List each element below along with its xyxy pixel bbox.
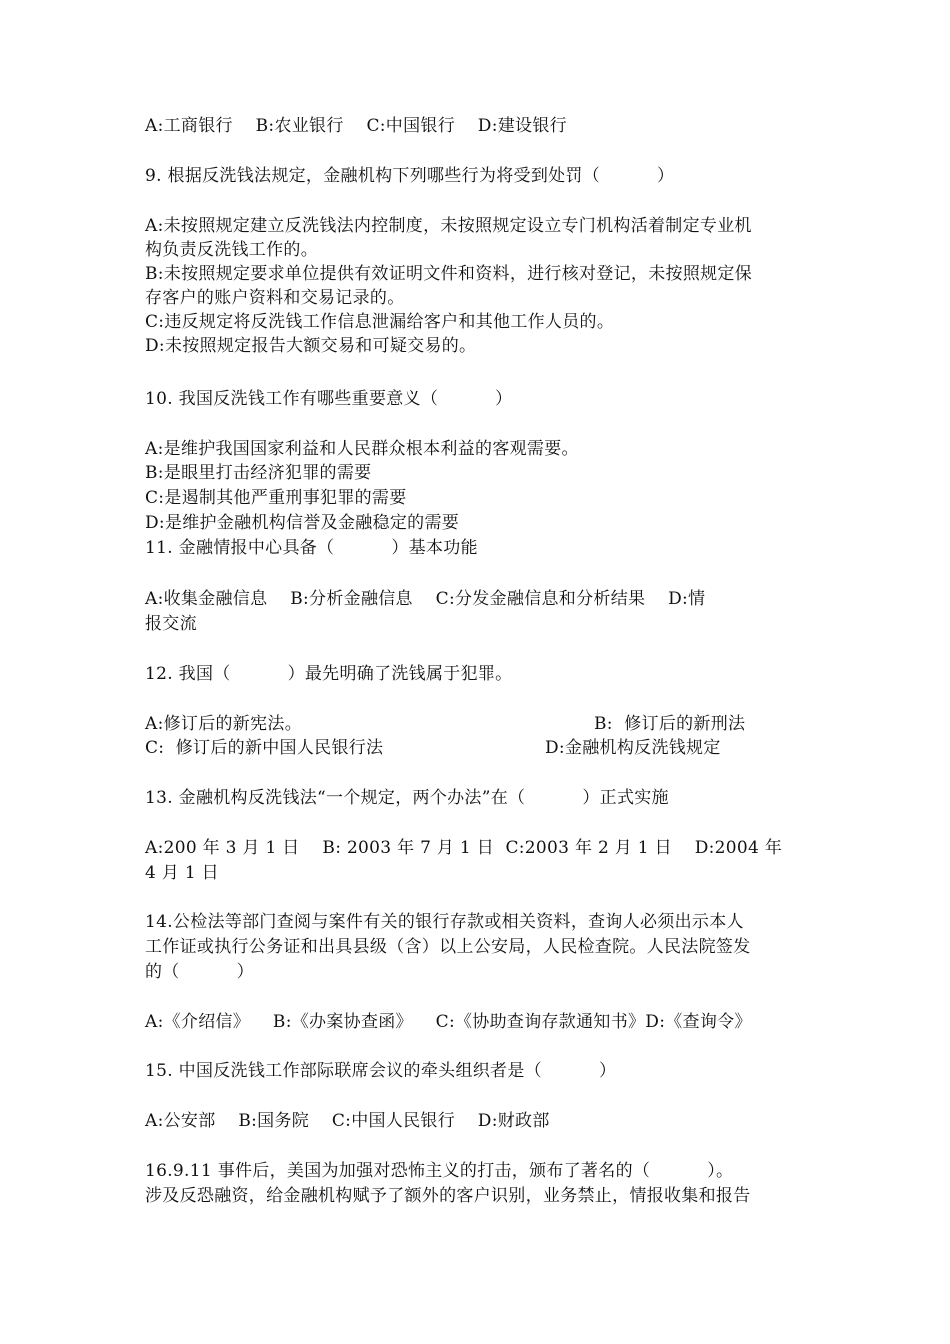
q14-options: A:《介绍信》 B:《办案协查函》 C:《协助查询存款通知书》D:《查询令》 [145, 1012, 752, 1032]
q9-option-a-line2: 构负责反洗钱工作的。 [145, 240, 318, 260]
q10-option-d: D:是维护金融机构信誉及金融稳定的需要 [145, 513, 460, 533]
q9-option-a-line1: A:未按照规定建立反洗钱法内控制度，未按照规定设立专门机构活着制定专业机 [145, 216, 752, 236]
q12-option-d: D:金融机构反洗钱规定 [545, 738, 721, 758]
q9-option-b-line1: B:未按照规定要求单位提供有效证明文件和资料，进行核对登记，未按照规定保 [145, 264, 753, 284]
q12-option-a: A:修订后的新宪法。 [145, 714, 303, 734]
q9-option-d: D:未按照规定报告大额交易和可疑交易的。 [145, 336, 477, 356]
q14-question-line2: 工作证或执行公务证和出具县级（含）以上公安局，人民检查院。人民法院签发 [145, 937, 751, 957]
q8-options: A:工商银行 B:农业银行 C:中国银行 D:建设银行 [145, 116, 567, 136]
q10-question: 10. 我国反洗钱工作有哪些重要意义（ ） [145, 389, 513, 409]
q10-option-b: B:是眼里打击经济犯罪的需要 [145, 463, 372, 483]
q11-question: 11. 金融情报中心具备（ ）基本功能 [145, 538, 478, 558]
q11-options-line1: A:收集金融信息 B:分析金融信息 C:分发金融信息和分析结果 D:情 [145, 589, 706, 609]
q12-option-c: C: 修订后的新中国人民银行法 [145, 738, 384, 758]
q12-question: 12. 我国（ ）最先明确了洗钱属于犯罪。 [145, 664, 513, 684]
q15-question: 15. 中国反洗钱工作部际联席会议的牵头组织者是（ ） [145, 1061, 617, 1081]
q10-option-a: A:是维护我国国家利益和人民群众根本利益的客观需要。 [145, 439, 579, 459]
q13-question: 13. 金融机构反洗钱法“一个规定，两个办法”在（ ）正式实施 [145, 788, 669, 808]
q13-options-line2: 4 月 1 日 [145, 863, 219, 883]
q9-option-c: C:违反规定将反洗钱工作信息泄漏给客户和其他工作人员的。 [145, 312, 615, 332]
q12-option-b: B: 修订后的新刑法 [594, 714, 746, 734]
q10-option-c: C:是遏制其他严重刑事犯罪的需要 [145, 488, 407, 508]
q9-option-b-line2: 存客户的账户资料和交易记录的。 [145, 288, 405, 308]
q16-question-line2: 涉及反恐融资，给金融机构赋予了额外的客户识别，业务禁止，情报收集和报告 [145, 1186, 751, 1206]
q13-options-line1: A:200 年 3 月 1 日 B: 2003 年 7 月 1 日 C:2003 年 2 月 1 日 D:2004 年 [145, 838, 783, 858]
q14-question-line3: 的（ ） [145, 962, 254, 982]
q14-question-line1: 14.公检法等部门查阅与案件有关的银行存款或相关资料，查询人必须出示本人 [145, 912, 744, 932]
q11-options-line2: 报交流 [145, 614, 197, 634]
q15-options: A:公安部 B:国务院 C:中国人民银行 D:财政部 [145, 1111, 550, 1131]
q16-question-line1: 16.9.11 事件后，美国为加强对恐怖主义的打击，颁布了著名的（ ）。 [145, 1161, 734, 1181]
q9-question: 9. 根据反洗钱法规定，金融机构下列哪些行为将受到处罚（ ） [145, 166, 675, 186]
